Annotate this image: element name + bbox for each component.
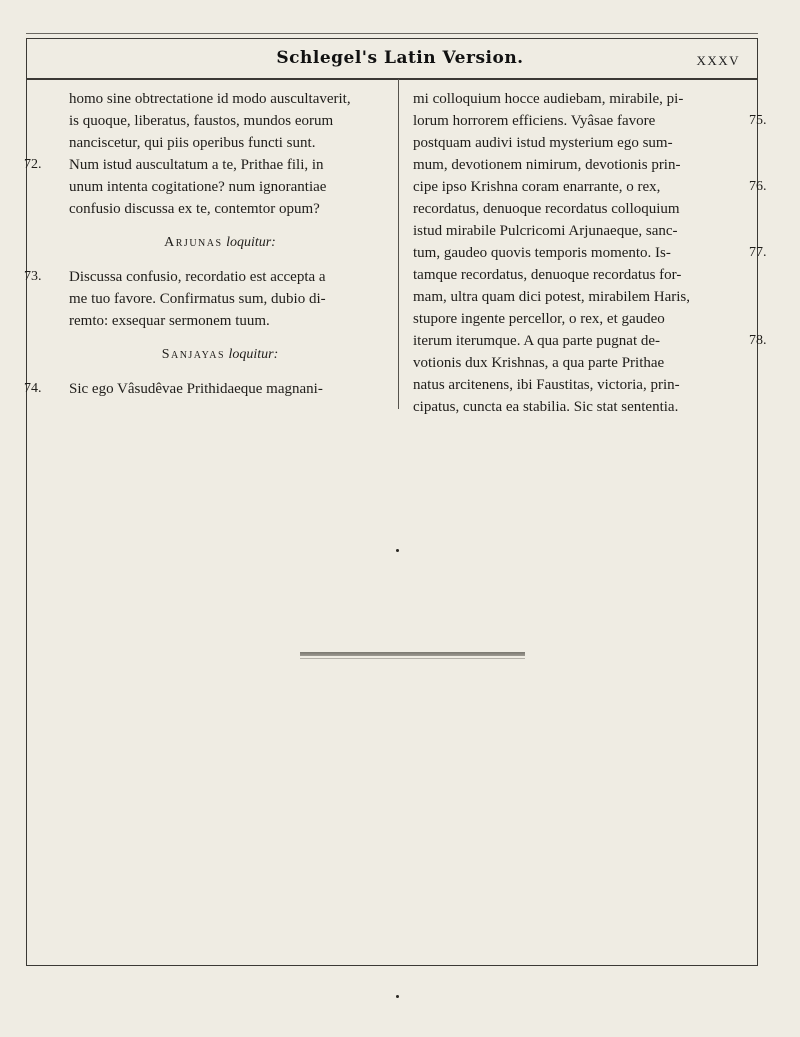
text-line: me tuo favore. Confirmatus sum, dubio di- (69, 291, 326, 307)
verse-number: 75. (749, 113, 767, 128)
text-line: tum, gaudeo quovis temporis momento. Is- 77. (413, 242, 743, 264)
verse-73-line: 73. Discussa confusio, recordatio est accepta a (30, 266, 380, 288)
text-line: votionis dux Krishnas, a qua parte Prithae (413, 355, 665, 371)
text-line: iterum iterumque. A qua parte pugnat de- 78. (413, 330, 743, 352)
verse-number: 73. (24, 269, 42, 284)
text-line: homo sine obtrectatione id modo auscultaverit, (69, 91, 351, 107)
text-line: recordatus, denuoque recordatus colloquium (413, 201, 680, 217)
text-line: mam, ultra quam dici potest, mirabilem Haris, (413, 289, 691, 305)
speaker-heading (30, 232, 380, 254)
verse-number: 74. (24, 381, 42, 396)
ink-mark (300, 658, 525, 659)
ink-mark (300, 652, 525, 656)
text-line: remto: exsequar sermonem tuum. (69, 313, 270, 329)
verse-74-line: 74. Sic ego Vâsudêvae Prithidaeque magnani- (30, 378, 380, 400)
speaker-heading (30, 344, 380, 366)
speaker-verb: loquitur: (226, 235, 276, 250)
running-title: Schlegel's Latin Version. (276, 48, 524, 68)
text-line: is quoque, liberatus, faustos, mundos eorum (69, 113, 334, 129)
right-column (413, 88, 767, 418)
speaker-name: Arjunas (164, 235, 223, 250)
text-line: nanciscetur, qui piis operibus functi sunt. (69, 135, 316, 151)
text-line: tamque recordatus, denuoque recordatus for- (413, 267, 682, 283)
top-border-line (26, 33, 758, 34)
column-divider (398, 79, 399, 409)
speaker-name: Sanjayas (161, 347, 226, 362)
text-line: natus arcitenens, ibi Faustitas, victoria, prin- (413, 377, 680, 393)
text-line: stupore ingente percellor, o rex, et gaudeo (413, 311, 665, 327)
text-line: mi colloquium hocce audiebam, mirabile, pi- (413, 91, 684, 107)
text-line: cipe ipso Krishna coram enarrante, o rex, 76. (413, 176, 743, 198)
verse-72-line: 72. Num istud auscultatum a te, Prithae fili, in (30, 154, 380, 176)
text-line: confusio discussa ex te, contemtor opum? (69, 201, 320, 217)
text-line: cipatus, cuncta ea stabilia. Sic stat sententia. (413, 399, 679, 415)
page-number: XXXV (696, 53, 740, 68)
verse-number: 78. (749, 333, 767, 348)
text-line: istud mirabile Pulcricomi Arjunaeque, sanc- (413, 223, 678, 239)
left-column (24, 88, 380, 400)
text-line: lorum horrorem efficiens. Vyâsae favore 75. (413, 110, 743, 132)
text-line: postquam audivi istud mysterium ego sum- (413, 135, 673, 151)
text-line: unum intenta cogitatione? num ignorantiae (69, 179, 327, 195)
verse-number: 72. (24, 157, 42, 172)
speaker-verb: loquitur: (228, 347, 279, 362)
ink-speck (396, 549, 399, 552)
ink-speck (396, 995, 399, 998)
verse-number: 77. (749, 245, 767, 260)
text-line: mum, devotionem nimirum, devotionis prin- (413, 157, 681, 173)
header-rule (26, 78, 758, 80)
verse-number: 76. (749, 179, 767, 194)
